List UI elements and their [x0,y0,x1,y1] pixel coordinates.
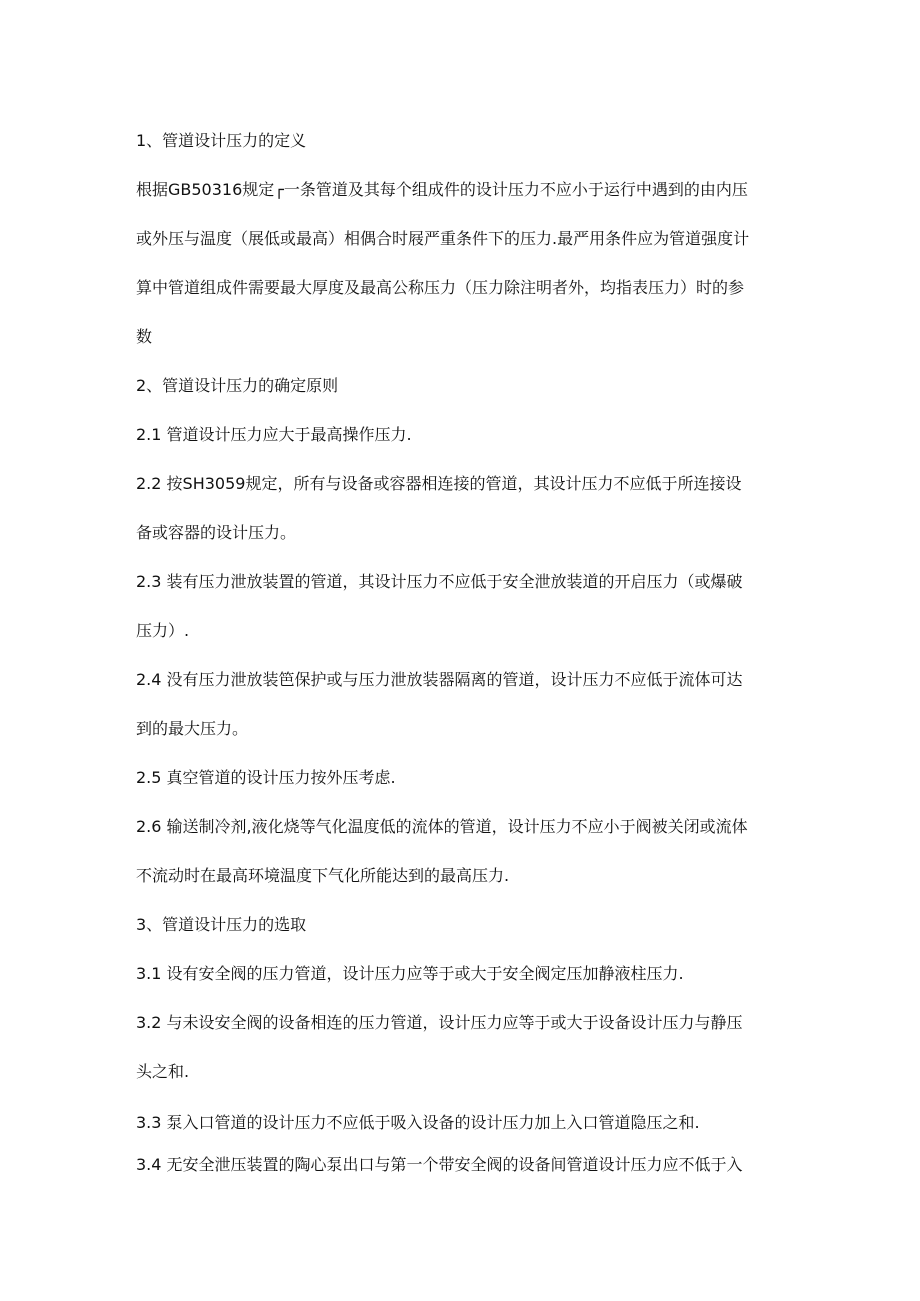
paragraph-line: 压力）. [136,621,190,640]
paragraph-line: 根据GB50316规定┌一条管道及其每个组成件的设计压力不应小于运行中遇到的由内压 [136,180,748,199]
paragraph-line: 到的最大压力。 [136,719,249,738]
paragraph-line: 或外压与温度（展低或最高）相偶合时屐严重条件下的压力.最严用条件应为管道强度计 [136,229,750,248]
clause-2-5: 2.5 真空管道的设计压力按外压考虑. [136,768,396,787]
heading-section-1: 1、管道设计压力的定义 [136,131,307,150]
clause-3-4: 3.4 无安全泄压装置的陶心泵出口与第一个带安全阀的设备间管道设计压力应不低于入 [136,1155,743,1174]
paragraph-line: 数 [136,327,153,346]
clause-2-6: 2.6 输送制冷剂,液化烧等气化温度低的流体的管道，设计压力不应小于阀被关闭或流体 [136,817,748,836]
heading-section-3: 3、管道设计压力的选取 [136,915,307,934]
clause-3-3: 3.3 泵入口管道的设计压力不应低于吸入设备的设计压力加上入口管道隐压之和. [136,1113,700,1132]
heading-section-2: 2、管道设计压力的确定原则 [136,376,339,395]
clause-2-2: 2.2 按SH3059规定，所有与设备或容器相连接的管道，其设计压力不应低于所连接设 [136,474,742,493]
paragraph-line: 不流动时在最高环境温度下气化所能达到的最高压力. [136,866,510,885]
paragraph-line: 备或容器的设计压力。 [136,523,297,542]
clause-2-3: 2.3 装有压力泄放装置的管道，其设计压力不应低于安全泄放装道的开启压力（或爆破 [136,572,743,591]
paragraph-line: 头之和. [136,1062,190,1081]
clause-2-1: 2.1 管道设计压力应大于最高操作压力. [136,425,412,444]
clause-2-4: 2.4 没有压力泄放装笆保护或与压力泄放装器隔离的管道，设计压力不应低于流体可达 [136,670,743,689]
paragraph-line: 算中管道组成件需要最大厚度及最高公称压力（压力除注明者外，均指表压力）时的参 [136,278,745,297]
clause-3-2: 3.2 与未设安全阀的设备相连的压力管道，设计压力应等于或大于设备设计压力与静压 [136,1013,743,1032]
clause-3-1: 3.1 设有安全阀的压力管道，设计压力应等于或大于安全阀定压加静液柱压力. [136,964,684,983]
